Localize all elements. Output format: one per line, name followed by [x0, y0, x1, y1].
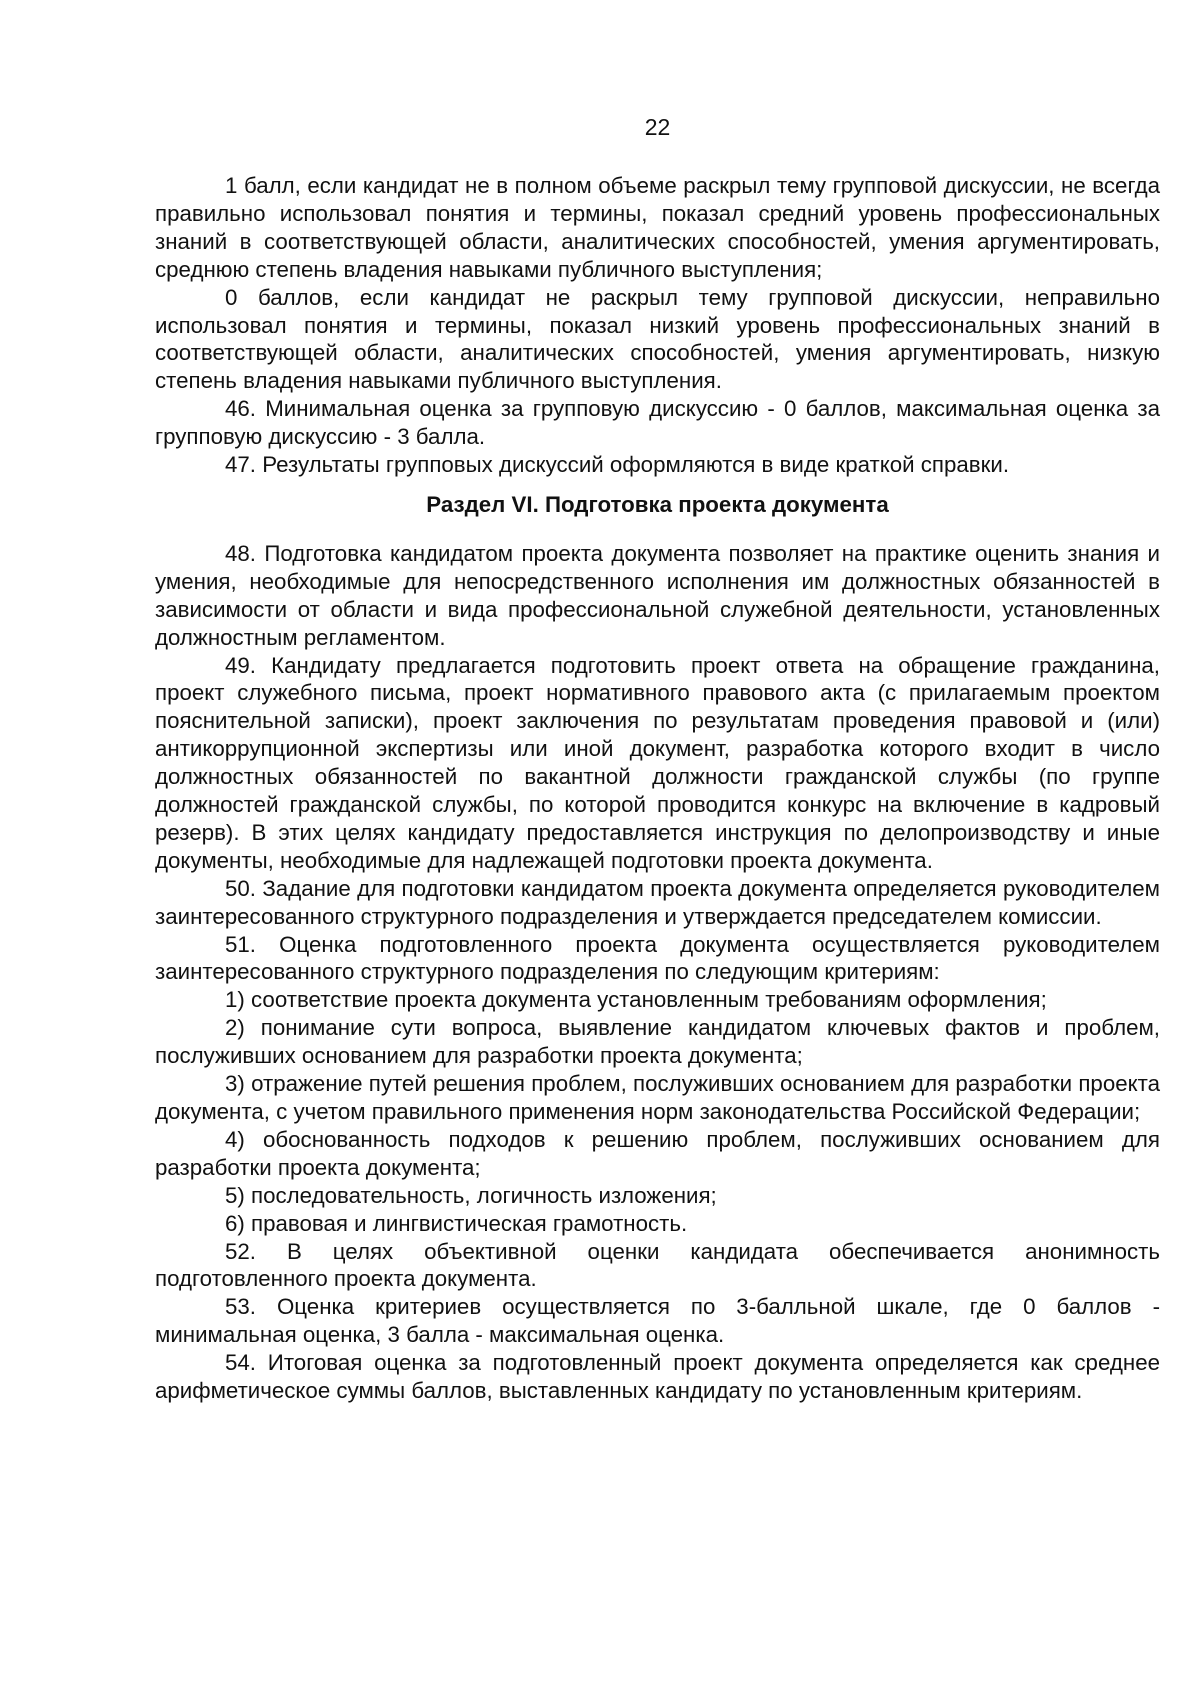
- paragraph-49: 49. Кандидату предлагается подготовить проект ответа на обращение гражданина, проект служебного письма, проект нормативного правового акта (с прилагаемым проектом пояснительной записки), проект заключения по результатам проведения правовой и (или) антикоррупционной экспертизы или иной документ, разработка которого входит в число должностных обязанностей по вакантной должности гражданской службы (по группе должностей гражданской службы, по которой проводится конкурс на включение в кадровый резерв). В этих целях кандидату предоставляется инструкция по делопроизводству и иные документы, необходимые для надлежащей подготовки проекта документа.: [155, 652, 1160, 873]
- criterion-3: 3) отражение путей решения проблем, послуживших основанием для разработки проекта документа, с учетом правильного применения норм законодательства Российской Федерации;: [155, 1071, 1160, 1124]
- paragraph-53: 53. Оценка критериев осуществляется по 3-балльной шкале, где 0 баллов - минимальная оценка, 3 балла - максимальная оценка.: [155, 1294, 1160, 1348]
- criterion-4: 4) обоснованность подходов к решению проблем, послуживших основанием для разработки проекта документа;: [155, 1126, 1160, 1180]
- document-body: [155, 172, 1160, 1405]
- section-heading: Раздел VI. Подготовка проекта документа: [426, 491, 889, 517]
- criterion-2: 2) понимание сути вопроса, выявление кандидатом ключевых фактов и проблем, послуживших основанием для разработки проекта документа;: [155, 1015, 1160, 1069]
- criterion-6: 6) правовая и лингвистическая грамотность.: [225, 1210, 688, 1236]
- criterion-5: 5) последовательность, логичность изложения;: [225, 1182, 717, 1208]
- paragraph-48: 48. Подготовка кандидатом проекта документа позволяет на практике оценить знания и умения, необходимые для непосредственного исполнения им должностных обязанностей в зависимости от области и вида профессиональной служебной деятельности, установленных должностным регламентом.: [155, 540, 1160, 650]
- paragraph-51: 51. Оценка подготовленного проекта документа осуществляется руководителем заинтересованного структурного подразделения по следующим критериям:: [155, 931, 1160, 985]
- paragraph-54: 54. Итоговая оценка за подготовленный проект документа определяется как среднее арифметическое суммы баллов, выставленных кандидату по установленным критериям.: [155, 1350, 1160, 1404]
- paragraph-50: 50. Задание для подготовки кандидатом проекта документа определяется руководителем заинтересованного структурного подразделения и утверждается председателем комиссии.: [155, 875, 1160, 929]
- paragraph-score-1: 1 балл, если кандидат не в полном объеме раскрыл тему групповой дискуссии, не всегда правильно использовал понятия и термины, показал средний уровень профессиональных знаний в соответствующей области, аналитических способностей, умения аргументировать, среднюю степень владения навыками публичного выступления;: [155, 173, 1160, 282]
- paragraph-46: 46. Минимальная оценка за групповую дискуссию - 0 баллов, максимальная оценка за групповую дискуссию - 3 балла.: [155, 396, 1160, 450]
- page-number: 22: [644, 114, 671, 140]
- paragraph-47: 47. Результаты групповых дискуссий оформляются в виде краткой справки.: [225, 452, 1010, 478]
- paragraph-52: 52. В целях объективной оценки кандидата обеспечивается анонимность подготовленного проекта документа.: [155, 1238, 1160, 1292]
- criterion-1: 1) соответствие проекта документа установленным требованиям оформления;: [225, 987, 1047, 1013]
- paragraph-score-0: 0 баллов, если кандидат не раскрыл тему групповой дискуссии, неправильно использовал понятия и термины, показал низкий уровень профессиональных знаний в соответствующей области, аналитических способностей, умения аргументировать, низкую степень владения навыками публичного выступления.: [155, 284, 1160, 394]
